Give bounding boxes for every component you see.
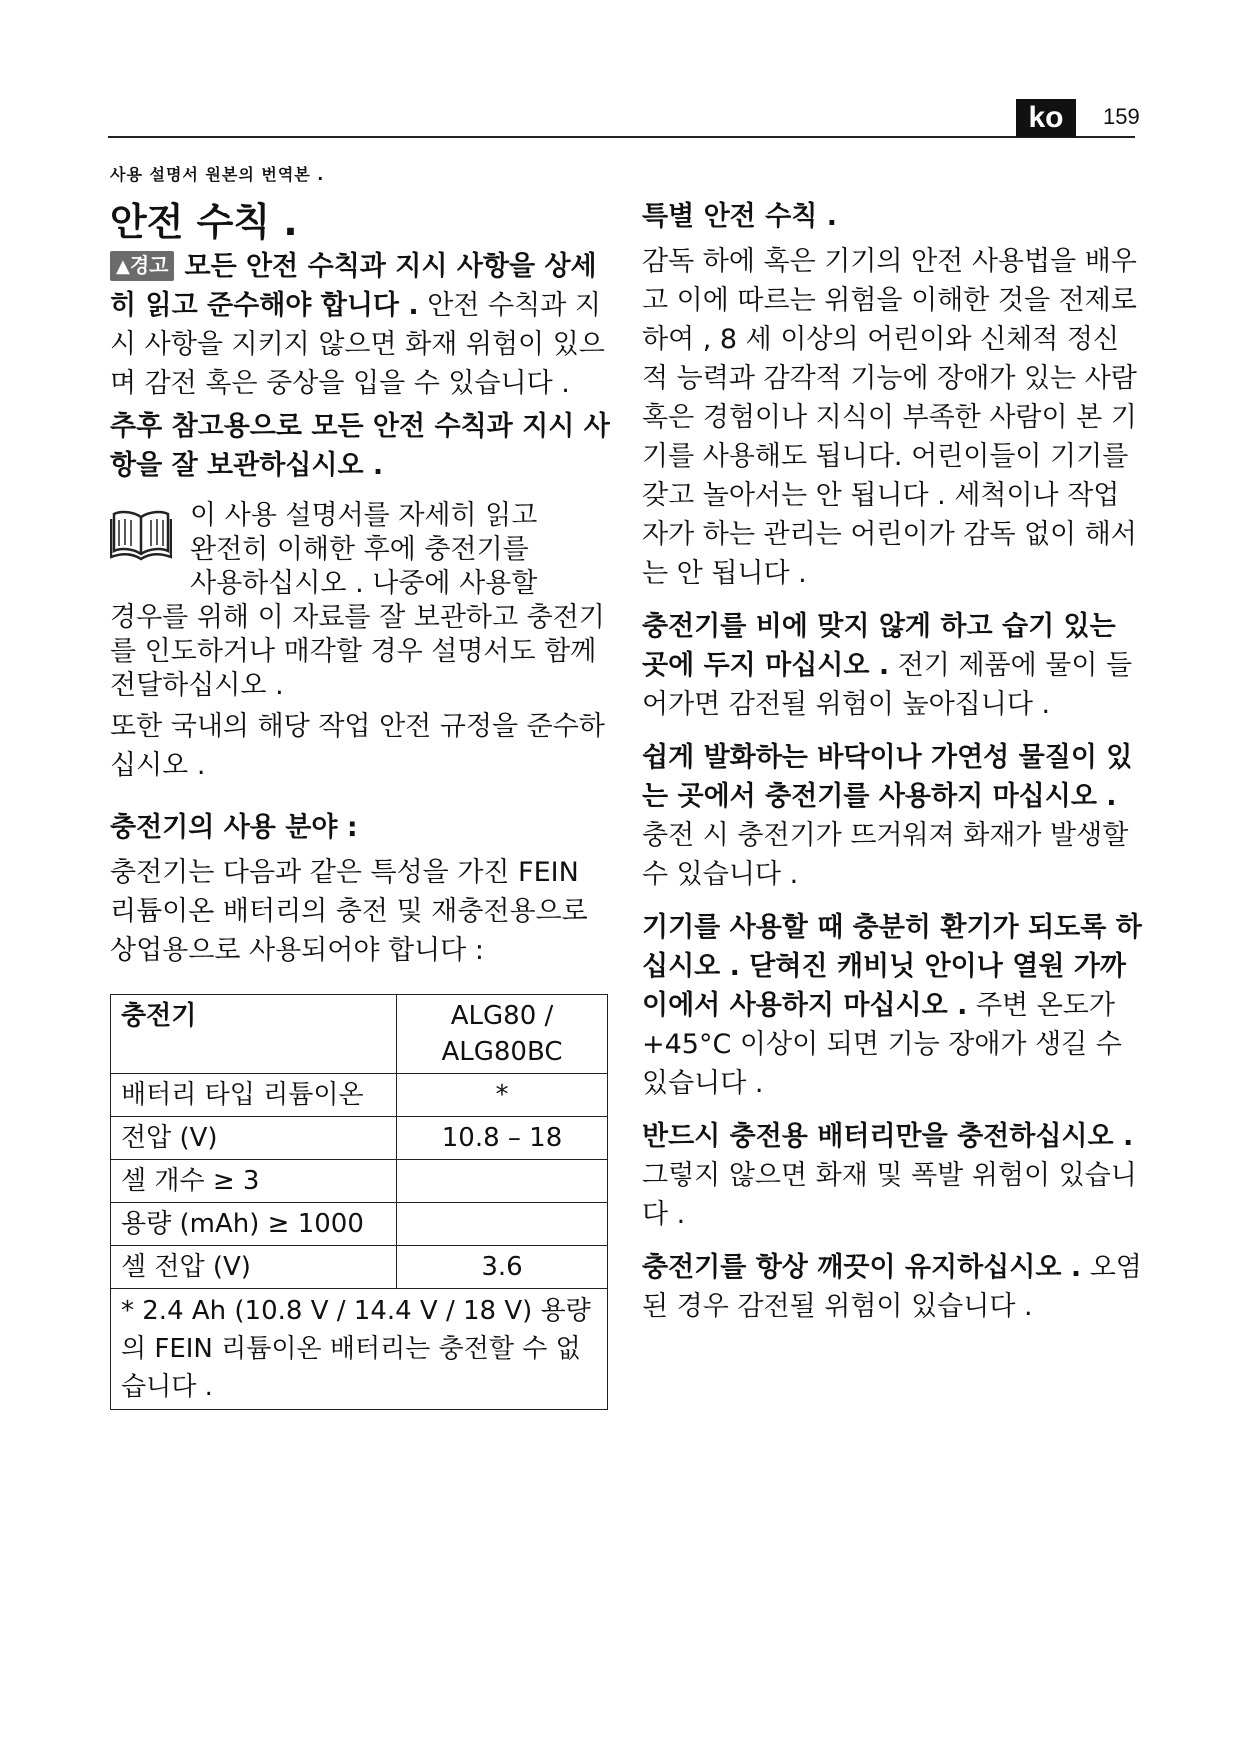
flammable-text: 충전 시 충전기가 뜨거워져 화재가 발생할 수 있습니다 . [642, 820, 1129, 890]
table-cell-value [397, 1160, 608, 1203]
clean-text: 오염된 경우 감전될 위험이 있습니다 . [642, 1252, 1142, 1322]
table-header-row [111, 995, 608, 1074]
manual-note-rest: 경우를 위해 이 자료를 잘 보관하고 충전기를 인도하거나 매각할 경우 설명서도 함께 전달하십시오 . [110, 602, 605, 701]
warning-text: 안전 수칙과 지시 사항을 지키지 않으면 화재 위험이 있으며 감전 혹은 중상을 입을 수 있습니다 . [110, 290, 605, 399]
table-row [111, 1074, 608, 1117]
special-safety-title: 특별 안전 수칙 . [642, 201, 837, 232]
warning-badge: ▲경고 [110, 251, 174, 281]
open-book-icon [110, 507, 172, 561]
warning-triangle-icon: ▲ [116, 256, 130, 277]
table-footnote: * 2.4 Ah (10.8 V / 14.4 V / 18 V) 용량의 FEIN 리튬이온 배터리는 충전할 수 없습니다 . [111, 1289, 608, 1410]
rain-moisture-text: 전기 제품에 물이 들어가면 감전될 위험이 높아집니다 . [642, 650, 1133, 720]
clean-paragraph [642, 1248, 1142, 1326]
manual-note [110, 499, 612, 703]
national-rules-text: 또한 국내의 해당 작업 안전 규정을 준수하십시오 . [110, 711, 605, 781]
table-row [111, 1203, 608, 1246]
table-cell-label: 배터리 타입 리튬이온 [111, 1074, 397, 1117]
table-cell-label: 셀 개수 ≥ 3 [111, 1160, 397, 1203]
special-safety-text: 감독 하에 혹은 기기의 안전 사용법을 배우고 이에 따르는 위험을 이해한 것을 전제로 하여 , 8 세 이상의 어린이와 신체적 정신적 능력과 감각적 기능에 장애가 있는 사람 혹은 경험이나 지식이 부족한 사람이 본 기기를 사용해도 됩니다. 어린이들이 기기를 갖고 놀아서는 안 됩니다 . 세척이나 작업자가 하는 관리는 어린이가 감독 없이 해서는 안 됩니다 . [642, 246, 1137, 589]
rechargeable-text: 그렇지 않으면 화재 및 폭발 위험이 있습니다 . [642, 1160, 1137, 1230]
table-row [111, 1246, 608, 1289]
clean-bold: 충전기를 항상 깨끗이 유지하십시오 . [642, 1252, 1082, 1283]
table-row [111, 1117, 608, 1160]
rechargeable-bold: 반드시 충전용 배터리만을 충전하십시오 . [642, 1121, 1134, 1152]
table-row [111, 1160, 608, 1203]
table-cell-value: 10.8 – 18 [397, 1117, 608, 1160]
flammable-bold: 쉽게 발화하는 바닥이나 가연성 물질이 있는 곳에서 충전기를 사용하지 마십시오 . [642, 742, 1133, 812]
flammable-paragraph [642, 738, 1142, 894]
table-footnote-row [111, 1289, 608, 1410]
table-cell-label: 전압 (V) [111, 1117, 397, 1160]
section-title-safety: 안전 수칙 . [110, 200, 298, 244]
table-cell-value: * [397, 1074, 608, 1117]
table-header-label: 충전기 [111, 995, 397, 1074]
table-cell-value: 3.6 [397, 1246, 608, 1289]
language-badge: ko [1016, 99, 1076, 137]
table-cell-value [397, 1203, 608, 1246]
page-number: 159 [1103, 104, 1140, 129]
table-cell-label: 셀 전압 (V) [111, 1246, 397, 1289]
ventilation-bold: 기기를 사용할 때 충분히 환기가 되도록 하십시오 . 닫혀진 캐비닛 안이나 열원 가까이에서 사용하지 마십시오 . [642, 912, 1142, 1021]
rain-moisture-paragraph [642, 607, 1142, 724]
ventilation-text: 주변 온도가 +45°C 이상이 되면 기능 장애가 생길 수 있습니다 . [642, 990, 1122, 1099]
header-rule [108, 136, 1135, 138]
right-column [642, 198, 1142, 1340]
table-header-value: ALG80 / ALG80BC [397, 995, 608, 1074]
warning-paragraph [110, 247, 612, 403]
translation-note: 사용 설명서 원본의 번역본 . [110, 165, 325, 184]
rechargeable-paragraph [642, 1117, 1142, 1234]
manual-note-line-3: 사용하십시오 . 나중에 사용할 [190, 568, 538, 599]
warning-bold-text: 모든 안전 수칙과 지시 사항을 상세히 읽고 준수해야 합니다 . [110, 251, 597, 321]
charger-spec-table [110, 994, 608, 1410]
usage-text: 충전기는 다음과 같은 특성을 가진 FEIN 리튬이온 배터리의 충전 및 재충전용으로 상업용으로 사용되어야 합니다 : [110, 857, 588, 966]
manual-note-line-1: 이 사용 설명서를 자세히 읽고 [190, 500, 538, 531]
usage-title: 충전기의 사용 분야 : [110, 812, 358, 843]
ventilation-paragraph [642, 908, 1142, 1103]
table-cell-label: 용량 (mAh) ≥ 1000 [111, 1203, 397, 1246]
left-column [110, 162, 612, 1410]
keep-instructions-notice: 추후 참고용으로 모든 안전 수칙과 지시 사항을 잘 보관하십시오 . [110, 411, 610, 481]
rain-moisture-bold: 충전기를 비에 맞지 않게 하고 습기 있는 곳에 두지 마십시오 . [642, 611, 1116, 681]
manual-note-line-2: 완전히 이해한 후에 충전기를 [190, 534, 529, 565]
